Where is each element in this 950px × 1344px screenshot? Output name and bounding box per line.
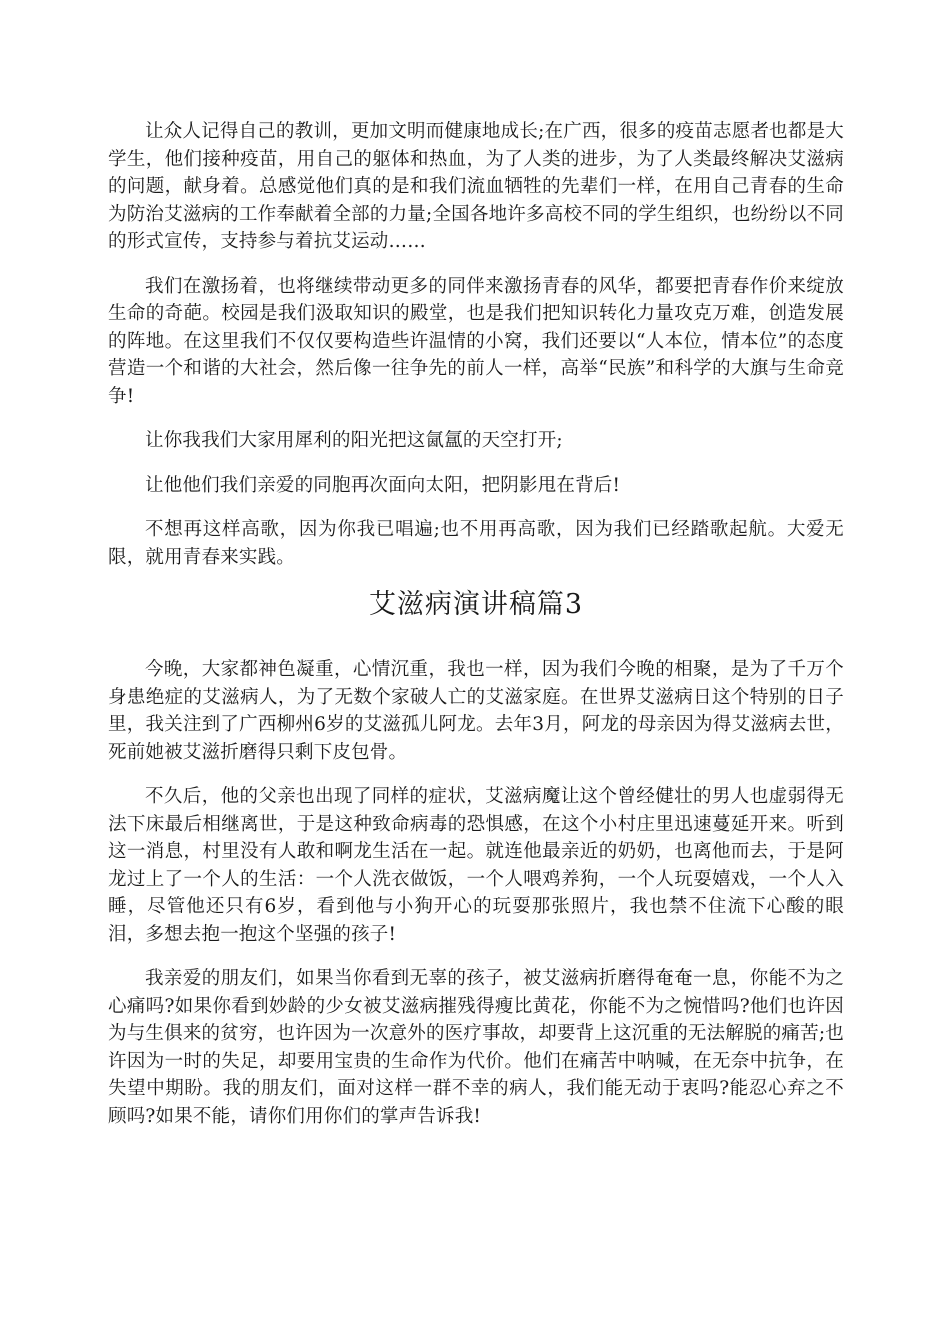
body-paragraph: 我亲爱的朋友们，如果当你看到无辜的孩子，被艾滋病折磨得奄奄一息，你能不为之心痛吗?如果你看到妙龄的少女被艾滋病摧残得瘦比黄花，你能不为之惋惜吗?他们也许因为与生俱来的贫穷，也许因为一次意外的医疗事故，却要背上这沉重的无法解脱的痛苦;也许因为一时的失足，却要用宝贵的生命作为代价。他们在痛苦中呐喊，在无奈中抗争，在失望中期盼。我的朋友们，面对这样一群不幸的病人，我们能无动于衷吗?能忍心弃之不顾吗?如果不能，请你们用你们的掌声告诉我! [108,968,844,1127]
body-paragraph: 让你我我们大家用犀利的阳光把这氤氲的天空打开; [145,430,563,451]
body-paragraph: 让他他们我们亲爱的同胞再次面向太阳，把阴影甩在背后! [145,474,621,496]
body-paragraph: 不久后，他的父亲也出现了同样的症状，艾滋病魔让这个曾经健壮的男人也虚弱得无法下床最后相继离世，于是这种致命病毒的恐惧感，在这个小村庄里迅速蔓延开来。听到这一消息，村里没有人敢和啊龙生活在一起。就连他最亲近的奶奶，也离他而去，于是阿龙过上了一个人的生活：一个人洗衣做饭，一个人喂鸡养狗，一个人玩耍嬉戏，一个人入睡，尽管他还只有6岁，看到他与小狗开心的玩耍那张照片，我也禁不住流下心酸的眼泪，多想去抱一抱这个坚强的孩子! [108,786,844,945]
body-paragraph: 不想再这样高歌，因为你我已唱遍;也不用再高歌，因为我们已经踏歌起航。大爱无限，就用青春来实践。 [108,519,844,568]
section-heading: 艾滋病演讲稿篇3 [368,589,584,620]
body-paragraph: 让众人记得自己的教训，更加文明而健康地成长;在广西，很多的疫苗志愿者也都是大学生，他们接种疫苗，用自己的躯体和热血，为了人类的进步，为了人类最终解决艾滋病的问题，献身着。总感觉他们真的是和我们流血牺牲的先辈们一样，在用自己青春的生命为防治艾滋病的工作奉献着全部的力量;全国各地许多高校不同的学生组织，也纷纷以不同的形式宣传，支持参与着抗艾运动…… [108,121,844,252]
body-paragraph: 我们在激扬着，也将继续带动更多的同伴来激扬青春的风华，都要把青春作价来绽放生命的奇葩。校园是我们汲取知识的殿堂，也是我们把知识转化力量攻克万难，创造发展的阵地。在这里我们不仅仅要构造些许温情的小窝，我们还要以“人本位，情本位”的态度营造一个和谐的大社会，然后像一往争先的前人一样，高举“民族”和科学的大旗与生命竞争! [108,275,844,407]
document-page [108,118,844,1147]
body-paragraph: 今晚，大家都神色凝重，心情沉重，我也一样，因为我们今晚的相聚，是为了千万个身患绝症的艾滋病人，为了无数个家破人亡的艾滋家庭。在世界艾滋病日这个特别的日子里，我关注到了广西柳州6岁的艾滋孤儿阿龙。去年3月，阿龙的母亲因为得艾滋病去世，死前她被艾滋折磨得只剩下皮包骨。 [108,659,844,763]
